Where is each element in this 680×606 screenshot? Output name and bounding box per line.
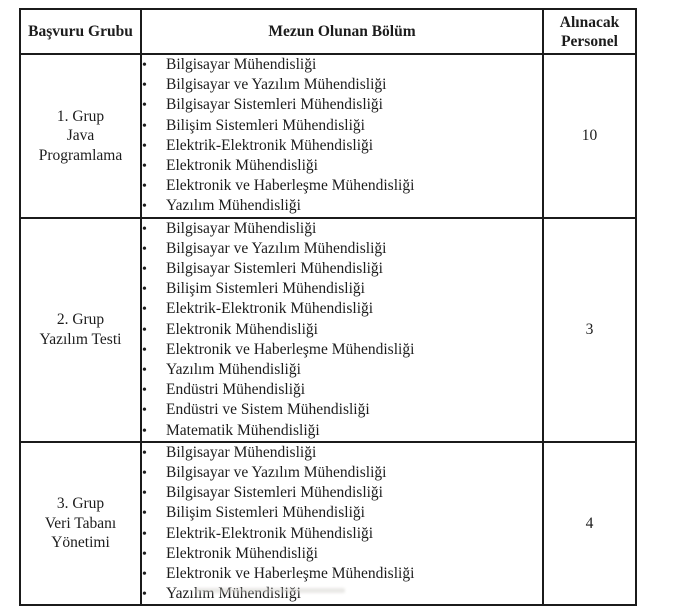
department-list	[142, 219, 542, 441]
header-alinacak-personel: Alınacak Personel	[543, 9, 636, 54]
department-name: Elektronik ve Haberleşme Mühendisliği	[166, 340, 415, 358]
department-name: Bilgisayar Sistemleri Mühendisliği	[166, 484, 383, 502]
group-1-departments-cell	[141, 54, 543, 218]
bullet-icon: •	[142, 567, 147, 583]
group-label-line: Yazılım Testi	[39, 330, 122, 348]
department-name: Elektronik ve Haberleşme Mühendisliği	[166, 565, 415, 583]
department-item	[142, 239, 542, 259]
department-item	[142, 299, 542, 319]
group-3-personnel-count: 4	[543, 442, 636, 606]
department-item	[142, 219, 542, 239]
department-item	[142, 463, 542, 483]
bullet-icon: •	[142, 342, 147, 358]
bullet-icon: •	[142, 403, 147, 419]
bullet-icon: •	[142, 118, 147, 134]
department-list	[142, 55, 542, 217]
department-item	[142, 320, 542, 340]
table-row-group-1	[20, 54, 636, 218]
department-item	[142, 400, 542, 420]
group-label-line: 1. Grup	[56, 107, 105, 125]
bullet-icon: •	[142, 159, 147, 175]
group-2-label-cell	[20, 218, 141, 442]
department-item	[142, 483, 542, 503]
bullet-icon: •	[142, 466, 147, 482]
department-name: Bilgisayar ve Yazılım Mühendisliği	[166, 464, 387, 482]
department-name: Bilgisayar Mühendisliği	[166, 219, 317, 237]
bullet-icon: •	[142, 262, 147, 278]
bullet-icon: •	[142, 445, 147, 461]
table-header-row	[20, 9, 636, 54]
department-name: Elektronik Mühendisliği	[166, 320, 318, 338]
bullet-icon: •	[142, 179, 147, 195]
bullet-icon: •	[142, 78, 147, 94]
bullet-icon: •	[142, 241, 147, 257]
group-label-line: Programlama	[38, 146, 123, 164]
department-name: Elektronik Mühendisliği	[166, 157, 318, 175]
bullet-icon: •	[142, 486, 147, 502]
department-name: Elektrik-Elektronik Mühendisliği	[166, 300, 374, 318]
department-name: Matematik Mühendisliği	[166, 421, 320, 439]
department-name: Bilişim Sistemleri Mühendisliği	[166, 116, 365, 134]
group-label-line: Java	[66, 127, 95, 145]
department-item	[142, 196, 542, 216]
department-name: Bilişim Sistemleri Mühendisliği	[166, 504, 365, 522]
department-item	[142, 156, 542, 176]
department-item	[142, 544, 542, 564]
department-item	[142, 75, 542, 95]
department-name: Bilgisayar Sistemleri Mühendisliği	[166, 96, 383, 114]
department-item	[142, 421, 542, 441]
table-row-group-2	[20, 218, 636, 442]
department-name: Bilgisayar Mühendisliği	[166, 56, 317, 73]
bullet-icon: •	[142, 58, 147, 73]
department-name: Endüstri ve Sistem Mühendisliği	[166, 401, 370, 419]
department-name: Bilgisayar Sistemleri Mühendisliği	[166, 260, 383, 278]
header-mezun-olunan-bolum: Mezun Olunan Bölüm	[141, 9, 543, 54]
department-item	[142, 259, 542, 279]
bullet-icon: •	[142, 506, 147, 522]
group-label-line: Yönetimi	[51, 534, 110, 552]
header-basvuru-grubu: Başvuru Grubu	[20, 9, 141, 54]
department-name: Bilişim Sistemleri Mühendisliği	[166, 280, 365, 298]
department-name: Bilgisayar ve Yazılım Mühendisliği	[166, 239, 387, 257]
department-item	[142, 340, 542, 360]
bullet-icon: •	[142, 282, 147, 298]
department-name: Endüstri Mühendisliği	[166, 381, 306, 399]
bullet-icon: •	[142, 587, 147, 603]
department-name: Bilgisayar Mühendisliği	[166, 443, 317, 461]
department-list	[142, 443, 542, 605]
group-label-line: Veri Tabanı	[44, 514, 117, 532]
bullet-icon: •	[142, 526, 147, 542]
department-item	[142, 176, 542, 196]
department-name: Elektronik ve Haberleşme Mühendisliği	[166, 177, 415, 195]
department-item	[142, 380, 542, 400]
bullet-icon: •	[142, 363, 147, 379]
department-item	[142, 55, 542, 75]
group-2-personnel-count: 3	[543, 218, 636, 442]
bullet-icon: •	[142, 423, 147, 439]
bullet-icon: •	[142, 322, 147, 338]
department-name: Yazılım Mühendisliği	[166, 585, 301, 603]
department-name: Bilgisayar ve Yazılım Mühendisliği	[166, 76, 387, 94]
department-item	[142, 443, 542, 463]
bullet-icon: •	[142, 302, 147, 318]
bullet-icon: •	[142, 98, 147, 114]
group-label-line: 3. Grup	[56, 495, 105, 513]
department-name: Elektrik-Elektronik Mühendisliği	[166, 524, 374, 542]
department-item	[142, 116, 542, 136]
bullet-icon: •	[142, 546, 147, 562]
bullet-icon: •	[142, 138, 147, 154]
department-name: Yazılım Mühendisliği	[166, 361, 301, 379]
department-item	[142, 95, 542, 115]
table-row-group-3	[20, 442, 636, 606]
group-3-label-cell	[20, 442, 141, 606]
group-2-departments-cell	[141, 218, 543, 442]
department-name: Elektronik Mühendisliği	[166, 544, 318, 562]
group-label-line: 2. Grup	[56, 311, 105, 329]
department-item	[142, 136, 542, 156]
bullet-icon: •	[142, 199, 147, 215]
department-name: Elektrik-Elektronik Mühendisliği	[166, 136, 374, 154]
group-1-personnel-count: 10	[543, 54, 636, 218]
department-item	[142, 503, 542, 523]
bullet-icon: •	[142, 383, 147, 399]
department-item	[142, 564, 542, 584]
department-name: Yazılım Mühendisliği	[166, 197, 301, 215]
group-1-label-cell	[20, 54, 141, 218]
scan-artifact	[195, 588, 345, 593]
group-3-departments-cell	[141, 442, 543, 606]
bullet-icon: •	[142, 221, 147, 237]
department-item	[142, 524, 542, 544]
recruitment-table	[19, 8, 637, 606]
department-item	[142, 360, 542, 380]
department-item	[142, 279, 542, 299]
